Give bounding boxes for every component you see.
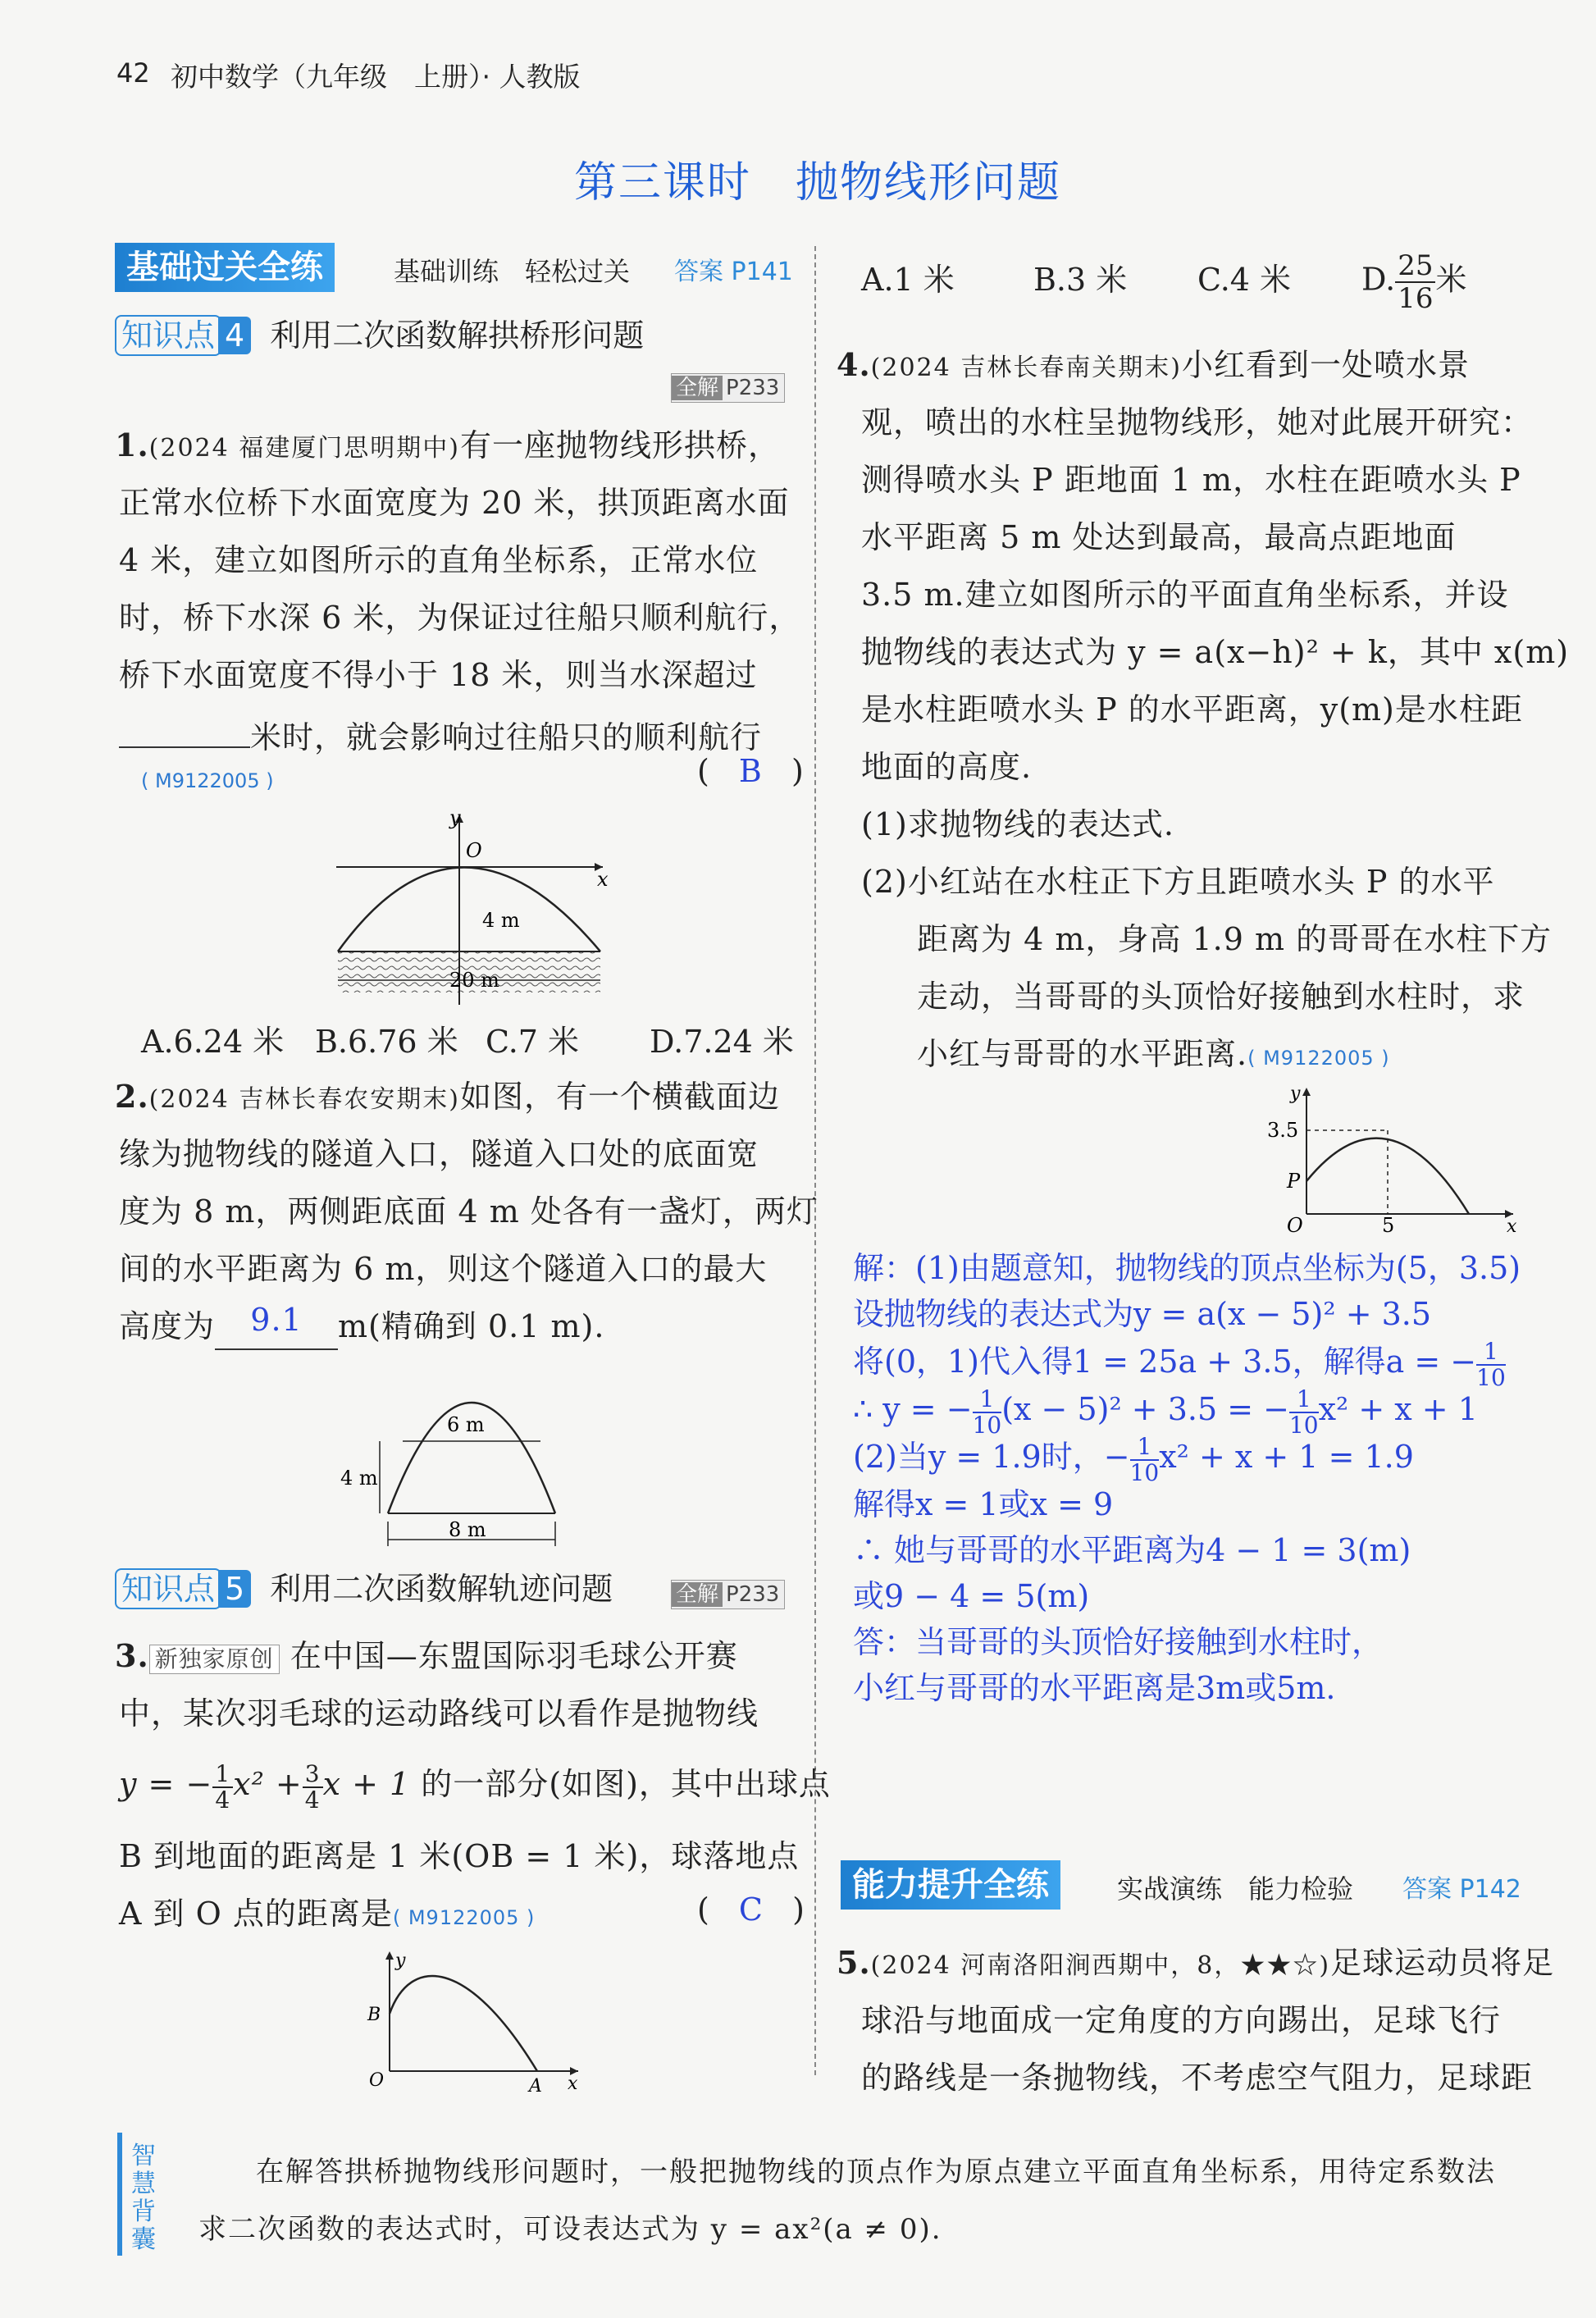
q1-code: ( M9122005 )	[141, 769, 274, 792]
q2-line-4: 间的水平距离为 6 m，则这个隧道入口的最大	[119, 1251, 768, 1287]
basic-section-banner: 基础过关全练	[115, 243, 335, 292]
q3-option-b: B.3 米	[1033, 261, 1128, 298]
q3-trajectory-figure	[344, 1948, 607, 2100]
knowledge-point-5	[115, 1563, 613, 1609]
label-b: B	[367, 2005, 381, 2025]
solution-line-2: 设抛物线的表达式为y = a(x − 5)² + 3.5	[853, 1296, 1432, 1332]
q5-number: 5.	[837, 1944, 871, 1981]
q4-sub-2-line-2: 距离为 4 m，身高 1.9 m 的哥哥在水柱下方	[917, 921, 1553, 957]
y-arrow	[385, 1951, 394, 1960]
q1-line-6	[119, 704, 762, 766]
q3-answer-box	[697, 1891, 805, 1928]
q4-code: ( M9122005 )	[1247, 1047, 1390, 1070]
q3-answer: C	[738, 1891, 763, 1928]
kp5-solution-tag	[671, 1580, 785, 1609]
frac-num: 25	[1395, 250, 1435, 283]
label-3-5: 3.5	[1267, 1119, 1299, 1142]
label-y: y	[449, 808, 461, 829]
label-bottom: 8 m	[449, 1518, 486, 1541]
kp-label: 知识点	[115, 1568, 221, 1609]
solution-frac	[1289, 1387, 1319, 1438]
frac-den: 4	[304, 1786, 321, 1814]
q3-option-a: A.1 米	[861, 261, 955, 298]
q1-bridge-figure	[320, 808, 623, 1009]
q2-number: 2.	[115, 1078, 149, 1115]
kp4-solution-tag	[671, 373, 785, 403]
q4-sub-1: (1)求抛物线的表达式.	[861, 806, 1174, 842]
solution-line-8: 或9 − 4 = 5(m)	[853, 1578, 1090, 1614]
advanced-section-subtitle: 实战演练 能力检验	[1117, 1873, 1354, 1905]
q4-sub-2-line-3: 走动，当哥哥的头顶恰好接触到水柱时，求	[917, 979, 1525, 1015]
label-side: 4 m	[340, 1467, 378, 1490]
frac-num: 1	[1476, 1339, 1506, 1366]
solution-frac	[1476, 1339, 1506, 1390]
q4-line-1	[837, 336, 1470, 397]
kp-number: 4	[218, 317, 251, 354]
q4-source: (2024 吉林长春南关期末)	[870, 354, 1182, 382]
q2-tunnel-figure	[324, 1349, 619, 1554]
q3-option-d-frac	[1395, 250, 1435, 314]
label-o: O	[1287, 1214, 1303, 1234]
basic-section-subtitle: 基础训练 轻松过关	[394, 256, 631, 287]
q3-code: ( M9122005 )	[392, 1906, 536, 1929]
tag-page: P233	[726, 376, 780, 400]
frac-den: 10	[1476, 1363, 1506, 1391]
q3-frac-1	[212, 1759, 233, 1814]
solution-frac	[1129, 1432, 1160, 1486]
q3-line-1	[115, 1627, 738, 1685]
frac-num: 1	[973, 1387, 1002, 1413]
q3-text-1: 在中国—东盟国际羽毛球公开赛	[290, 1638, 738, 1674]
solution-text-4c: x² + x + 1	[1318, 1391, 1478, 1427]
q4-text-1: 小红看到一处喷水景	[1181, 347, 1470, 383]
frac-den: 4	[215, 1786, 231, 1814]
q1-option-d: D.7.24 米	[650, 1024, 794, 1060]
q1-line-2: 正常水位桥下水面宽度为 20 米，拱顶距离水面	[119, 485, 790, 521]
frac-den: 16	[1398, 282, 1434, 315]
kp-title: 利用二次函数解拱桥形问题	[270, 317, 645, 354]
q1-line-5: 桥下水面宽度不得小于 18 米，则当水深超过	[119, 657, 758, 693]
label-o: O	[369, 2070, 385, 2091]
tip-label: 智慧背囊	[131, 2142, 156, 2254]
q5-text-1: 足球运动员将足	[1330, 1945, 1555, 1981]
label-width: 20 m	[449, 969, 499, 992]
solution-frac	[973, 1387, 1002, 1438]
q1-option-b: B.6.76 米	[315, 1024, 458, 1060]
tip-line-2: 求二次函数的表达式时，可设表达式为 y = ax²(a ≠ 0).	[198, 2213, 942, 2246]
book-title: 初中数学（九年级 上册）· 人教版	[171, 61, 581, 93]
solution-text-5a: (2)当y = 1.9时，−	[853, 1439, 1130, 1475]
tag-page: P233	[726, 1582, 780, 1607]
q4-fountain-figure	[1259, 1083, 1530, 1234]
label-p: P	[1287, 1170, 1301, 1193]
q4-line-4: 水平距离 5 m 处达到最高，最高点距地面	[861, 519, 1457, 555]
q4-number: 4.	[837, 346, 871, 383]
q4-line-5: 3.5 m.建立如图所示的平面直角坐标系，并设	[861, 577, 1509, 613]
label-5: 5	[1382, 1214, 1395, 1234]
q3-line-5	[119, 1885, 535, 1946]
q2-line-5	[119, 1298, 604, 1357]
q2-text-1: 如图，有一个横截面边	[459, 1079, 780, 1115]
label-x: x	[597, 868, 609, 891]
frac-num: 3	[303, 1762, 323, 1788]
q2-source: (2024 吉林长春农安期末)	[148, 1085, 460, 1114]
tip-bar	[117, 2133, 122, 2256]
q3-line-2: 中，某次羽毛球的运动路线可以看作是抛物线	[119, 1695, 759, 1732]
tag-label: 全解	[672, 1582, 723, 1607]
solution-text-5b: x² + x + 1 = 1.9	[1159, 1439, 1414, 1475]
solution-line-7: ∴ 她与哥哥的水平距离为4 − 1 = 3(m)	[853, 1532, 1411, 1568]
q2-line-3: 度为 8 m，两侧距底面 4 m 处各有一盏灯，两灯	[119, 1193, 819, 1230]
q3-line-3	[119, 1755, 831, 1813]
q5-line-2: 球沿与地面成一定角度的方向踢出，足球飞行	[861, 2002, 1502, 2038]
q1-line-3: 4 米，建立如图所示的直角坐标系，正常水位	[119, 542, 759, 578]
q1-line-4: 时，桥下水深 6 米，为保证过往船只顺利航行，	[119, 600, 801, 636]
label-x: x	[1507, 1216, 1517, 1234]
q3-frac-2	[303, 1759, 323, 1814]
q3-option-c: C.4 米	[1197, 261, 1292, 298]
label-a: A	[529, 2076, 542, 2097]
q1-text-1: 有一座抛物线形拱桥，	[459, 427, 780, 463]
solution-line-9: 答：当哥哥的头顶恰好接触到水柱时，	[853, 1624, 1384, 1660]
q1-options	[141, 1017, 794, 1066]
label-y: y	[1290, 1084, 1301, 1104]
solution-line-3	[853, 1339, 1506, 1390]
kp-number: 5	[218, 1570, 251, 1608]
q1-answer-box	[697, 753, 804, 789]
frac-num: 1	[1289, 1387, 1319, 1413]
q4-sub-2-line-4	[917, 1025, 1390, 1087]
label-o: O	[466, 839, 482, 862]
arch-curve	[338, 868, 600, 952]
advanced-answer-ref: 答案 P142	[1402, 1875, 1521, 1904]
paren-left: (	[697, 1891, 709, 1928]
q1-option-c: C.7 米	[486, 1024, 580, 1060]
q4-line-8: 地面的高度.	[861, 749, 1033, 785]
frac-den: 10	[1288, 1411, 1319, 1439]
q3-tag: 新独家原创	[149, 1645, 280, 1674]
q4-text-sub2-4: 小红与哥哥的水平距离.	[917, 1036, 1248, 1072]
q3-formula-y: y = −	[119, 1766, 213, 1802]
q1-blank	[119, 704, 250, 748]
q4-line-2: 观，喷出的水柱呈抛物线形，她对此展开研究：	[861, 404, 1534, 440]
q2-text-5: 高度为	[119, 1308, 216, 1344]
basic-answer-ref: 答案 P141	[674, 258, 793, 286]
paren-left: (	[697, 753, 709, 789]
label-x: x	[568, 2074, 578, 2094]
q3-option-d-unit: 米	[1435, 261, 1467, 298]
q1-text-6: 米时，就会影响过往船只的顺利航行	[250, 719, 763, 755]
solution-line-6: 解得x = 1或x = 9	[853, 1486, 1114, 1522]
solution-text-3: 将(0，1)代入得1 = 25a + 3.5，解得a = −	[853, 1344, 1477, 1380]
q4-line-3: 测得喷水头 P 距地面 1 m，水柱在距喷水头 P	[861, 462, 1521, 498]
q4-sub-2-line-1: (2)小红站在水柱正下方且距喷水头 P 的水平	[861, 864, 1495, 900]
q3-options	[861, 250, 1466, 314]
q4-line-6: 抛物线的表达式为 y = a(x−h)² + k，其中 x(m)	[861, 634, 1570, 670]
label-top: 6 m	[447, 1413, 485, 1436]
q1-option-a: A.6.24 米	[141, 1024, 285, 1060]
q3-text-3: 的一部分(如图)，其中出球点	[421, 1766, 831, 1802]
label-y: y	[395, 1951, 406, 1971]
q5-source: (2024 河南洛阳涧西期中，8，★★☆)	[870, 1951, 1331, 1980]
lesson-title: 第三课时 抛物线形问题	[574, 158, 1062, 208]
q1-answer: B	[738, 753, 762, 789]
q3-line-4: B 到地面的距离是 1 米(OB = 1 米)，球落地点	[119, 1838, 800, 1874]
q2-line-1	[115, 1068, 780, 1129]
solution-line-10: 小红与哥哥的水平距离是3m或5m.	[853, 1670, 1336, 1706]
knowledge-point-4	[115, 310, 644, 356]
solution-line-1: 解：(1)由题意知，抛物线的顶点坐标为(5，3.5)	[853, 1250, 1521, 1286]
q2-answer: 9.1	[215, 1291, 338, 1350]
solution-text-4b: (x − 5)² + 3.5 = −	[1001, 1391, 1289, 1427]
frac-num: 1	[212, 1762, 233, 1788]
frac-num: 1	[1130, 1435, 1160, 1461]
kp-title: 利用二次函数解轨迹问题	[270, 1571, 613, 1607]
trajectory-curve	[390, 1976, 537, 2071]
advanced-section-banner: 能力提升全练	[841, 1860, 1060, 1910]
label-height: 4 m	[482, 909, 520, 932]
q2-text-6: m(精确到 0.1 m).	[338, 1308, 605, 1344]
q3-formula-mid: x² +	[233, 1766, 303, 1802]
q2-line-2: 缘为抛物线的隧道入口，隧道入口处的底面宽	[119, 1136, 759, 1172]
tag-label: 全解	[672, 376, 723, 400]
q1-source: (2024 福建厦门思明期中)	[148, 434, 460, 463]
q3-formula-end: x + 1	[322, 1766, 411, 1802]
q3-option-d: D.	[1361, 261, 1396, 298]
q5-line-1	[837, 1934, 1554, 1995]
kp-label: 知识点	[115, 315, 221, 356]
q3-text-5: A 到 O 点的距离是	[119, 1896, 393, 1932]
paren-right: )	[792, 1891, 805, 1928]
paren-right: )	[791, 753, 804, 789]
frac-den: 10	[1129, 1458, 1160, 1486]
q5-line-3: 的路线是一条抛物线，不考虑空气阻力，足球距	[861, 2060, 1534, 2096]
y-arrow	[1302, 1088, 1311, 1096]
solution-text-4a: ∴ y = −	[853, 1391, 973, 1427]
q1-number: 1.	[115, 427, 149, 463]
solution-line-4	[853, 1386, 1478, 1438]
q3-number: 3.	[115, 1637, 149, 1674]
tip-line-1: 在解答拱桥抛物线形问题时，一般把抛物线的顶点作为原点建立平面直角坐标系，用待定系数法	[256, 2156, 1496, 2188]
q1-line-1	[115, 417, 780, 477]
q4-line-7: 是水柱距喷水头 P 的水平距离，y(m)是水柱距	[861, 691, 1523, 728]
frac-den: 10	[972, 1411, 1002, 1439]
page-number: 42	[116, 57, 150, 89]
solution-line-5	[853, 1434, 1414, 1485]
